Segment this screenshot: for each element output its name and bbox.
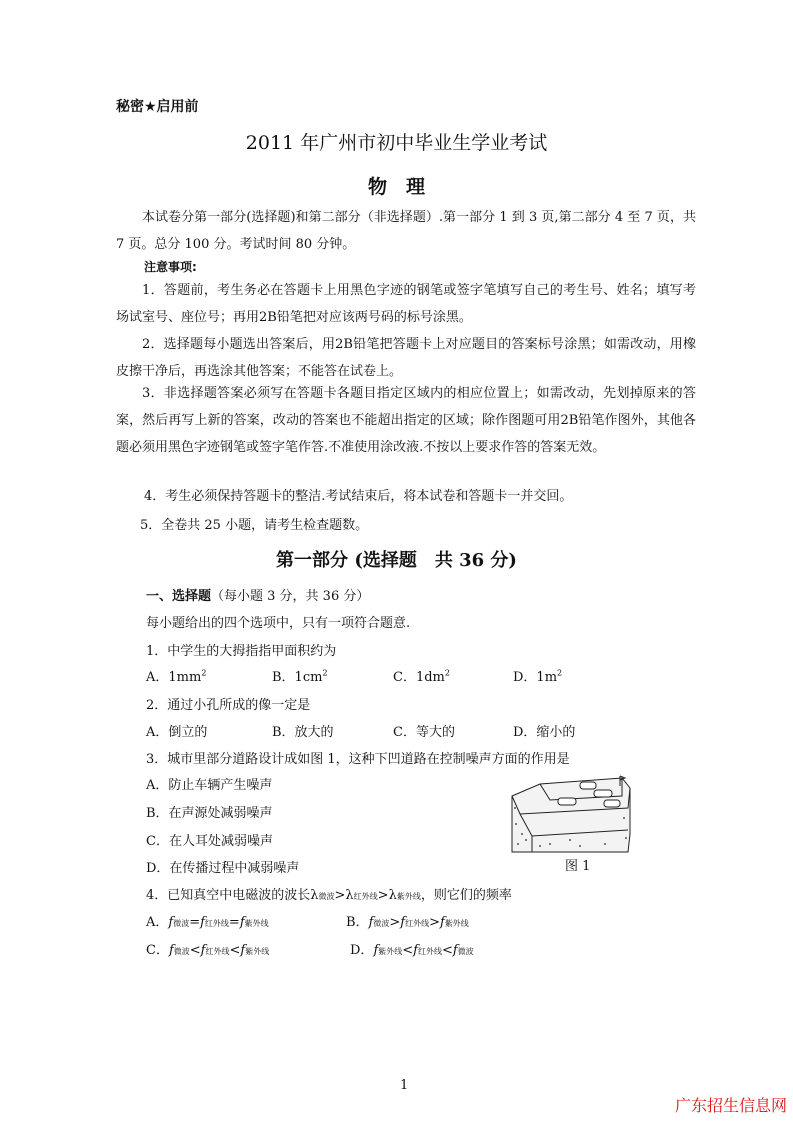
part1-heading: 第一部分 (选择题 共 36 分) <box>276 550 517 571</box>
notice-4: 4．考生必须保持答题卡的整洁.考试结束后，将本试卷和答题卡一并交回。 <box>144 489 573 504</box>
secret-label: 秘密★启用前 <box>116 99 199 115</box>
figure-1-caption: 图 1 <box>565 859 591 874</box>
page-number: 1 <box>400 1078 409 1093</box>
intro-paragraph: 本试卷分第一部分(选择题)和第二部分（非选择题）.第一部分 1 到 3 页,第二部分 4 至 7 页，共 7 页。总分 100 分。考试时间 80 分钟。 <box>116 210 696 252</box>
q4-stem: 4．已知真空中电磁波的波长λ微波>λ红外线>λ紫外线，则它们的频率 <box>146 888 512 903</box>
q2-option-a: A．倒立的 <box>146 725 208 740</box>
q3-option-c: C．在人耳处减弱噪声 <box>146 834 273 849</box>
q2-option-b: B．放大的 <box>272 725 334 740</box>
q3-stem: 3．城市里部分道路设计成如图 1，这种下凹道路在控制噪声方面的作用是 <box>146 752 570 767</box>
q3-option-b: B．在声源处减弱噪声 <box>146 806 273 821</box>
notice-2: 2．选择题每小题选出答案后，用2B铅笔把答题卡上对应题目的答案标号涂黑；如需改动，用橡皮擦干净后，再选涂其他答案；不能答在试卷上。 <box>116 337 696 379</box>
watermark: 广东招生信息网 <box>674 1096 787 1115</box>
section-heading <box>146 585 369 604</box>
subject-title: 物 理 <box>367 176 425 198</box>
notice-3: 3．非选择题答案必须写在答题卡各题目指定区域内的相应位置上；如需改动，先划掉原来的答案，然后再写上新的答案，改动的答案也不能超出指定的区域；除作图题可用2B铅笔作图外，其他各题必须用黑色字迹钢笔或签字笔作答.不准使用涂改液.不按以上要求作答的答案无效。 <box>116 386 696 455</box>
figure-1-sunken-road <box>510 774 632 854</box>
exam-title: 2011 年广州市初中毕业生学业考试 <box>245 132 548 154</box>
q1-option-d: D．$1m^2$ <box>513 668 563 685</box>
q1-stem: 1．中学生的大拇指指甲面积约为 <box>146 644 337 659</box>
q4-option-c: C．f微波<f红外线<f紫外线 <box>146 943 270 958</box>
section-label: 一、选择题 <box>146 589 212 604</box>
q1-option-a: A．$1mm^2$ <box>146 668 207 685</box>
q2-stem: 2．通过小孔所成的像一定是 <box>146 698 311 713</box>
q1-option-c: C．$1dm^2$ <box>393 668 450 685</box>
notice-5: 5．全卷共 25 小题，请考生检查题数。 <box>140 518 369 533</box>
q4-option-d: D．f紫外线<f红外线<f微波 <box>350 943 474 958</box>
notice-title: 注意事项: <box>144 260 197 274</box>
q4-option-a: A．f微波=f红外线=f紫外线 <box>146 915 269 930</box>
q4-option-b: B．f微波>f红外线>f紫外线 <box>346 915 469 930</box>
q2-option-c: C．等大的 <box>393 725 455 740</box>
q2-option-d: D．缩小的 <box>513 725 576 740</box>
section-note: （每小题 3 分，共 36 分） <box>211 589 370 604</box>
section-instruction: 每小题给出的四个选项中，只有一项符合题意. <box>146 616 411 631</box>
notice-1: 1．答题前，考生务必在答题卡上用黑色字迹的钢笔或签字笔填写自己的考生号、姓名；填写考场试室号、座位号；再用2B铅笔把对应该两号码的标号涂黑。 <box>116 283 696 325</box>
q3-option-a: A．防止车辆产生噪声 <box>146 778 273 793</box>
q1-option-b: B．$1cm^2$ <box>272 668 328 685</box>
q3-option-d: D．在传播过程中减弱噪声 <box>146 861 300 876</box>
